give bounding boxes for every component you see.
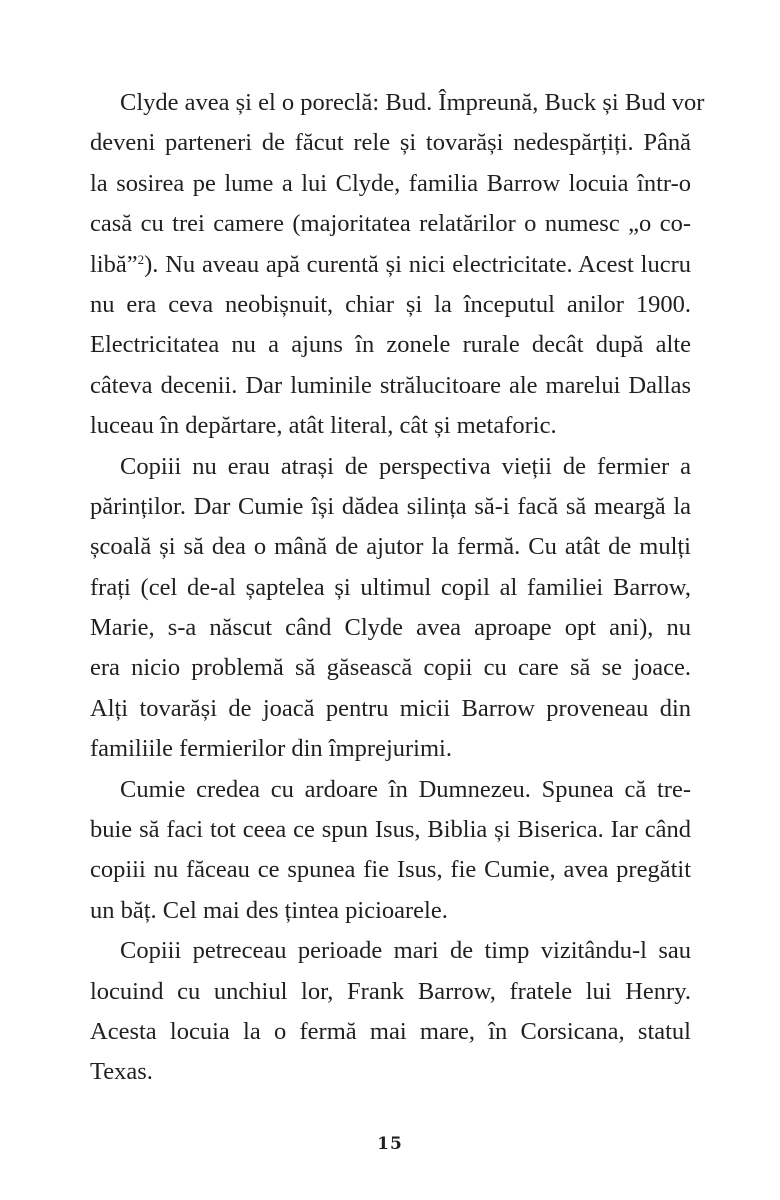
text-line: Copiii petreceau perioade mari de timp vizitându-l sau	[120, 937, 691, 965]
text-line: frați (cel de-al șaptelea și ultimul copil al familiei Barrow,	[90, 573, 691, 601]
text-line: Texas.	[90, 1058, 153, 1086]
text-line: copiii nu făceau ce spunea fie Isus, fie Cumie, avea pregătit	[90, 856, 691, 884]
paragraph	[90, 931, 691, 1093]
text-line: școală și să dea o mână de ajutor la fermă. Cu atât de mulți	[90, 533, 691, 561]
text-line: Electricitatea nu a ajuns în zonele rurale decât după alte	[90, 331, 691, 359]
text-line: era nicio problemă să găsească copii cu care să se joace.	[90, 654, 691, 682]
text-line: Copiii nu erau atrași de perspectiva vieții de fermier a	[120, 452, 691, 480]
text-line: Cumie credea cu ardoare în Dumnezeu. Spunea că tre-	[120, 775, 691, 803]
text-line: casă cu trei camere (majoritatea relatărilor o numesc „o co-	[90, 210, 691, 238]
text-line: Alți tovarăși de joacă pentru micii Barrow proveneau din	[90, 694, 691, 722]
text-line: familiile fermierilor din împrejurimi.	[90, 735, 452, 763]
text-line: luceau în depărtare, atât literal, cât și metaforic.	[90, 412, 557, 440]
text-line: deveni parteneri de făcut rele și tovarăși nedespărțiți. Până	[90, 129, 691, 157]
text-line: un băț. Cel mai des ținteа picioarele.	[90, 896, 448, 924]
paragraph	[90, 770, 691, 932]
text-line: Acesta locuia la o fermă mai mare, în Corsicana, statul	[90, 1017, 691, 1045]
text-line: locuind cu unchiul lor, Frank Barrow, fratele lui Henry.	[90, 977, 691, 1005]
text-line: buie să faci tot ceea ce spun Isus, Biblia și Biserica. Iar când	[90, 816, 691, 844]
paragraph	[90, 447, 691, 770]
text-line: câteva decenii. Dar luminile strălucitoare ale marelui Dallas	[90, 371, 691, 399]
paragraph	[90, 83, 705, 447]
page-number: 15	[377, 1134, 403, 1154]
text-line: la sosirea pe lume a lui Clyde, familia Barrow locuia într-o	[90, 169, 691, 197]
footnote-ref[interactable]: 2	[137, 251, 145, 267]
text-line: libă”$^2$). Nu aveau apă curentă și nici electricitate. Acest lucru	[90, 250, 691, 278]
text-line: Clyde avea și el o poreclă: Bud. Împreună, Buck și Bud vor	[120, 89, 705, 116]
text-line: nu era ceva neobișnuit, chiar și la începutul anilor 1900.	[90, 290, 691, 318]
text-line: Marie, s-a născut când Clyde avea aproape opt ani), nu	[90, 614, 691, 642]
body-text	[90, 83, 705, 1093]
text-line: părinților. Dar Cumie își dădea silința să-i facă să meargă la	[90, 492, 691, 520]
